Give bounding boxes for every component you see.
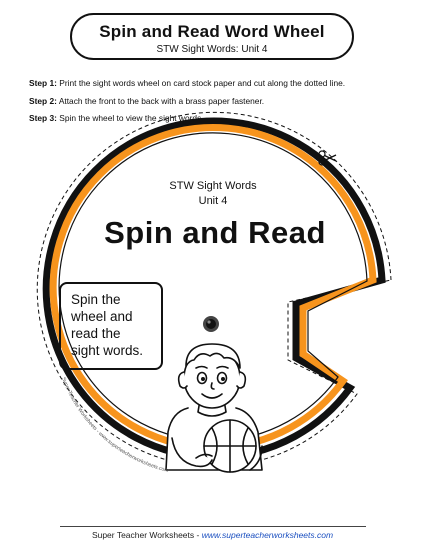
footer-separator: -: [194, 530, 202, 540]
wheel-title: Spin and Read: [104, 215, 326, 250]
fastener-hole-icon: [203, 316, 219, 332]
step-1-label: Step 1:: [29, 78, 57, 88]
instruction-box: [59, 282, 163, 370]
step-2-label: Step 2:: [29, 96, 57, 106]
boy-with-basketball-icon: [166, 344, 262, 472]
instruction-line: Spin the: [71, 292, 121, 307]
footer: [0, 530, 425, 540]
step-3-label: Step 3:: [29, 113, 57, 123]
step-3-text: Spin the wheel to view the sight words.: [59, 113, 204, 123]
step-1-text: Print the sight words wheel on card stock paper and cut along the dotted line.: [59, 78, 346, 88]
instruction-line: sight words.: [71, 343, 144, 358]
footer-url-link[interactable]: www.superteacherworksheets.com: [201, 530, 334, 540]
wheel-unit-line: Unit 4: [198, 195, 228, 207]
watermark-textpath: Super Teacher Worksheets - www.superteacherworksheets.com: [60, 376, 170, 474]
wheel-series-line: STW Sight Words: [169, 180, 257, 192]
page-title: Spin and Read Word Wheel: [99, 22, 325, 41]
instruction-line: wheel and: [71, 309, 133, 324]
page-subtitle: STW Sight Words: Unit 4: [156, 44, 268, 55]
footer-divider: [60, 526, 366, 527]
step-2-text: Attach the front to the back with a brass paper fastener.: [58, 96, 265, 106]
instruction-line: read the: [71, 326, 121, 341]
footer-brand: Super Teacher Worksheets: [91, 530, 195, 540]
